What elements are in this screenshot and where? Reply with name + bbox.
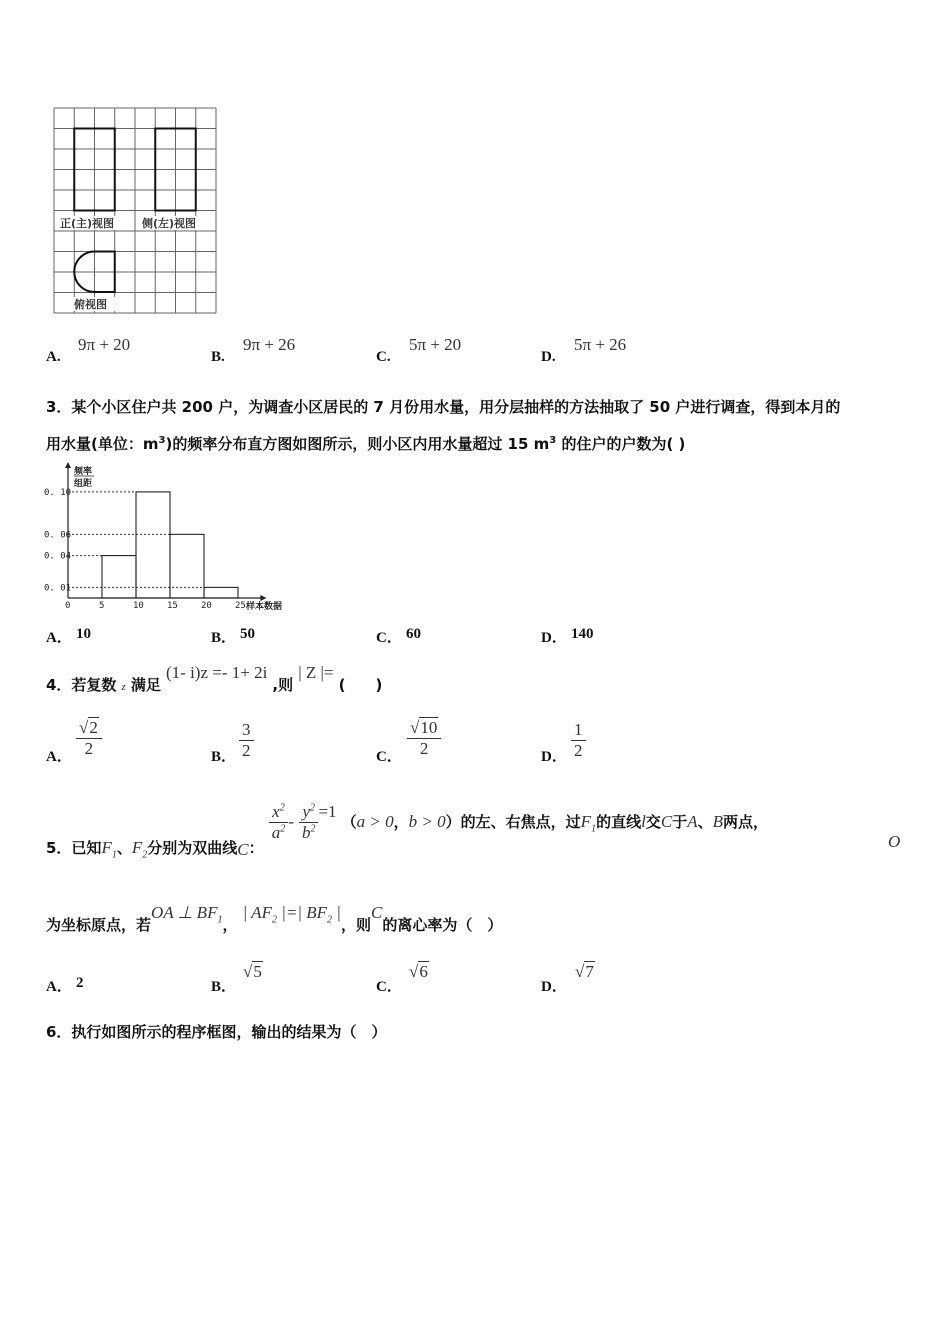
q4-mid: 满足	[130, 676, 161, 694]
q4-b-num: 3	[239, 720, 254, 741]
q5-minus: -	[288, 812, 294, 831]
q2-option-c-label[interactable]: C.	[376, 349, 391, 365]
q5-option-b-label[interactable]: B．	[211, 979, 237, 995]
y-tick-label: 0. 01	[44, 583, 72, 594]
q5-l2-p1: 为坐标原点，若	[46, 916, 152, 934]
q5-l: l	[641, 812, 646, 831]
q5-O: O	[888, 832, 901, 851]
q4-var-z: z	[121, 681, 126, 693]
q5-p1: 5．已知	[46, 839, 102, 857]
side-view-label: 侧(左)视图	[142, 217, 197, 230]
q3-option-b-label[interactable]: B．	[211, 630, 237, 646]
q5-colon: ：	[248, 839, 264, 857]
q5-sep2: 、	[697, 813, 713, 831]
histogram-bar	[170, 534, 204, 598]
q4-then: ,则	[272, 676, 294, 694]
y-axis-arrow	[65, 462, 71, 468]
q3-option-b-value: 50	[240, 626, 255, 642]
q3-option-c-label[interactable]: C．	[376, 630, 402, 646]
q4-equation: (1- i)z =- 1+ 2i	[166, 663, 268, 682]
x-tick-label: 0	[65, 601, 71, 611]
y-tick-label: 0. 04	[44, 551, 72, 562]
q5-option-a-value: 2	[76, 975, 84, 991]
q2-option-a-value: 9π + 20	[78, 335, 131, 354]
q4-option-d-label[interactable]: D．	[541, 749, 567, 765]
q3-option-a-label[interactable]: A．	[46, 630, 72, 646]
q5-sep: 、	[116, 839, 132, 857]
q5-option-c-label[interactable]: C．	[376, 979, 402, 995]
q4-c-num: 10	[420, 718, 438, 737]
q4-paren: ( )	[338, 676, 383, 694]
q5-cond-b: b > 0	[408, 812, 446, 831]
histogram-bar	[136, 492, 170, 598]
q3-line2-sup: 3	[158, 435, 166, 446]
q3-option-d-value: 140	[571, 626, 594, 642]
q5-C3: C	[371, 903, 383, 922]
q5-A: A	[687, 812, 698, 831]
top-view-label: 俯视图	[74, 298, 107, 311]
x-axis-arrow	[260, 595, 266, 601]
sqrt-sign: √10	[410, 718, 438, 737]
q5-option-d-value: √7	[575, 962, 594, 981]
q5-F1: $F_1$	[101, 838, 117, 861]
x-tick-label: 5	[99, 601, 105, 611]
q3-line2-pre: 用水量(单位：m	[46, 435, 159, 453]
q5-F1b: $F_1$	[580, 812, 597, 835]
q4-option-d-value	[571, 720, 586, 761]
q4-b-den: 2	[242, 741, 251, 760]
x-tick-label: 15	[167, 601, 178, 611]
q2-option-c-value: 5π + 20	[409, 335, 462, 354]
q5-comma2: ，	[222, 916, 238, 934]
q5-C: C	[237, 840, 249, 859]
q5-option-b-value: √5	[243, 962, 262, 981]
q5-cond-a: a > 0	[356, 812, 394, 831]
q4-c-den: 2	[419, 739, 429, 758]
q5-p6: 两点，	[722, 813, 768, 831]
q4-option-b-value	[239, 720, 254, 761]
q3-line2-post: 的住户的户数为( )	[556, 435, 686, 453]
x-tick-label: 10	[133, 601, 144, 611]
water-usage-histogram	[40, 462, 300, 614]
front-view-label: 正(主)视图	[60, 217, 115, 230]
q2-option-d-value: 5π + 26	[574, 335, 627, 354]
q5-l2-p3: 的离心率为（ ）	[382, 916, 503, 934]
q5-cond-comma: ，	[393, 813, 409, 831]
q5-option-a-label[interactable]: A．	[46, 979, 72, 995]
q5-frac-x: $\frac{x^2}{a^2}$	[269, 802, 289, 843]
q5-B: B	[712, 812, 723, 831]
q5-option-c-value: √6	[409, 962, 428, 981]
q3-stem-line1: 3．某个小区住户共 200 户，为调查小区居民的 7 月份用水量，用分层抽样的方法抽取了 50 户进行调查，得到本月的	[46, 398, 841, 416]
q5-eq1: =1	[318, 802, 337, 821]
q4-option-c-value	[407, 718, 441, 759]
histogram-bar	[102, 556, 136, 598]
q3-option-c-value: 60	[406, 626, 421, 642]
q4-a-den: 2	[84, 739, 94, 758]
q4-pre: 4．若复数	[46, 676, 117, 694]
q5-cond-close: ）的左、右焦点，过	[445, 813, 581, 831]
q5-l2-p2: ，则	[340, 916, 371, 934]
q3-option-a-value: 10	[76, 626, 91, 642]
y-axis-label-bottom: 组距	[74, 479, 93, 489]
q3-line2-sup2: 3	[549, 435, 557, 446]
q2-option-b-value: 9π + 26	[243, 335, 296, 354]
q4-d-den: 2	[574, 741, 583, 760]
sqrt-sign: √2	[79, 718, 98, 737]
q4-stem	[46, 662, 383, 694]
q4-option-a-label[interactable]: A．	[46, 749, 72, 765]
x-axis-label: 样本数据	[246, 602, 283, 612]
q3-line2-mid: )的频率分布直方图如图所示，则小区内用水量超过 15 m	[165, 435, 550, 453]
q2-option-a-label[interactable]: A.	[46, 349, 61, 365]
q3-option-d-label[interactable]: D．	[541, 630, 567, 646]
x-tick-label: 25	[235, 601, 246, 611]
q5-option-d-label[interactable]: D．	[541, 979, 567, 995]
q4-option-a-value	[76, 718, 102, 759]
q5-C2: C	[660, 812, 673, 831]
y-axis-label-top: 频率	[74, 467, 93, 477]
q5-p3: 的直线	[596, 813, 642, 831]
q4-option-c-label[interactable]: C．	[376, 749, 402, 765]
three-view-figure	[52, 106, 220, 316]
q5-stem-line2	[46, 902, 503, 934]
q2-option-d-label[interactable]: D.	[541, 349, 556, 365]
q5-p4: 交	[645, 813, 661, 831]
q3-stem-line2	[46, 433, 685, 454]
q5-perp: OA ⊥ $BF_1$	[151, 903, 223, 926]
q4-abs-z: | Z |=	[298, 663, 334, 682]
q5-p5: 于	[672, 813, 688, 831]
y-tick-label: 0. 06	[44, 530, 72, 541]
q5-p2: 分别为双曲线	[147, 839, 238, 857]
q5-abs-eq: | $AF_2$ |=| $BF_2$ |	[242, 903, 341, 926]
histogram-bar	[204, 587, 238, 598]
y-tick-label: 0. 10	[44, 487, 72, 498]
q5-F2: $F_2$	[131, 838, 148, 861]
q4-d-num: 1	[571, 720, 586, 741]
q5-stem-line1	[46, 802, 906, 861]
q5-cond-open: （	[341, 813, 357, 831]
q4-option-b-label[interactable]: B．	[211, 749, 237, 765]
q5-frac-y: $\frac{y^2}{b^2}$	[299, 802, 319, 843]
q4-a-num: 2	[89, 718, 98, 737]
x-tick-label: 20	[201, 601, 212, 611]
q2-option-b-label[interactable]: B.	[211, 349, 225, 365]
q6-stem: 6．执行如图所示的程序框图，输出的结果为（ ）	[46, 1023, 387, 1041]
